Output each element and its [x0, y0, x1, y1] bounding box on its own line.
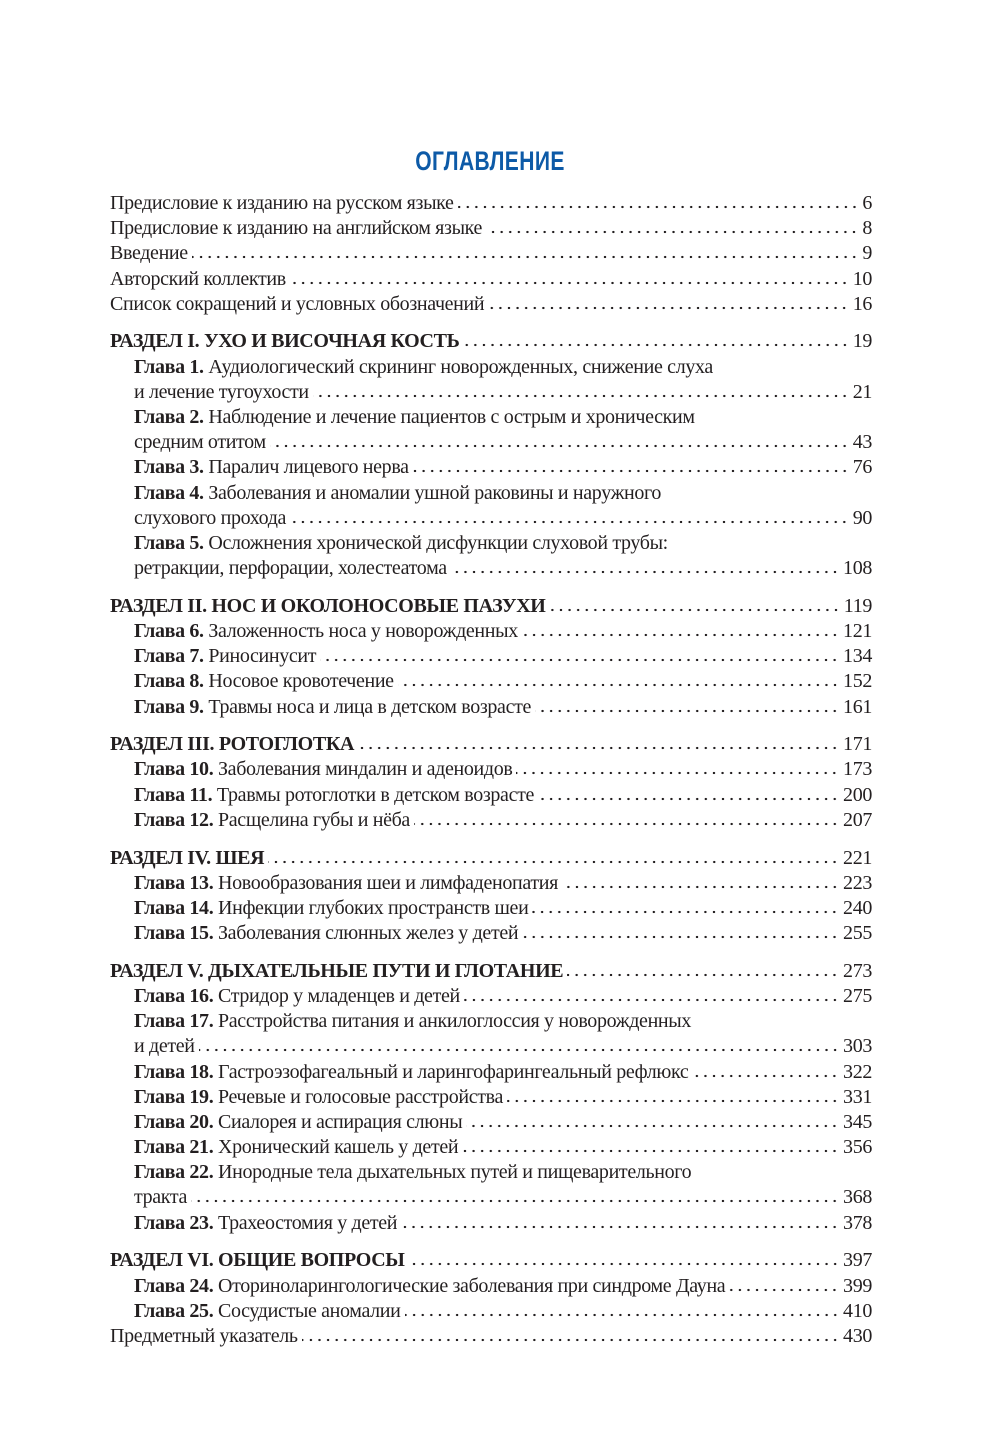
- chapter-name: Риносинусит: [208, 645, 317, 668]
- chapter-entry-continued[interactable]: [110, 380, 872, 405]
- dot-leader: [290, 520, 849, 524]
- page-number: 6: [862, 192, 872, 214]
- page-number: 273: [843, 959, 872, 982]
- page-number: 152: [843, 670, 872, 693]
- chapter-label: Глава 21.: [134, 1136, 214, 1159]
- section-title: РАЗДЕЛ I. УХО И ВИСОЧНАЯ КОСТЬ: [110, 330, 460, 353]
- dot-leader: [692, 1074, 839, 1078]
- page-number: 240: [843, 896, 872, 919]
- dot-leader: [358, 746, 839, 750]
- chapter-name: Новообразования шеи и лимфаденопатия: [218, 871, 558, 894]
- chapter-label: Глава 4.: [134, 481, 204, 504]
- dot-leader: [268, 860, 839, 864]
- page-number: 121: [843, 620, 872, 642]
- section-title: РАЗДЕЛ V. ДЫХАТЕЛЬНЫЕ ПУТИ И ГЛОТАНИЕ: [110, 959, 564, 982]
- chapter-title: [134, 984, 460, 1009]
- dot-leader: [507, 1099, 839, 1103]
- dot-leader: [398, 683, 839, 687]
- chapter-title: [134, 405, 695, 430]
- chapter-title-cont: средним отитом: [134, 431, 266, 454]
- chapter-title: [134, 1009, 691, 1034]
- chapter-entry[interactable]: [110, 1110, 872, 1135]
- page-number: 430: [843, 1324, 872, 1347]
- chapter-label: Глава 5.: [134, 531, 204, 554]
- chapter-name: Инфекции глубоких пространств шеи: [218, 896, 529, 919]
- page-number: 345: [843, 1110, 872, 1133]
- chapter-name: Расстройства питания и анкилоглоссия у новорожденных: [218, 1010, 692, 1033]
- dot-leader: [270, 444, 849, 448]
- chapter-entry[interactable]: [110, 1211, 872, 1236]
- page-number: 399: [843, 1274, 872, 1297]
- chapter-label: Глава 17.: [134, 1010, 214, 1033]
- chapter-title: [134, 1274, 725, 1299]
- chapter-name: Носовое кровотечение: [208, 670, 394, 693]
- chapter-label: Глава 18.: [134, 1060, 214, 1083]
- section-entry[interactable]: [110, 329, 872, 354]
- page-number: 303: [843, 1035, 872, 1058]
- page-number: 161: [843, 695, 872, 718]
- dot-leader: [486, 230, 858, 234]
- page-number: 10: [852, 267, 872, 290]
- chapter-label: Глава 11.: [134, 783, 213, 806]
- index-entry[interactable]: [110, 1324, 872, 1349]
- chapter-name: Трахеостомия у детей: [218, 1211, 398, 1234]
- chapter-name: Заболевания слюнных желез у детей: [218, 922, 519, 945]
- chapter-entry[interactable]: [110, 355, 872, 380]
- section-title: РАЗДЕЛ VI. ОБЩИЕ ВОПРОСЫ: [110, 1249, 405, 1272]
- page-number: 368: [843, 1186, 872, 1209]
- dot-leader: [562, 885, 839, 889]
- chapter-title-cont: слухового прохода: [134, 506, 287, 529]
- chapter-entry[interactable]: [110, 644, 872, 669]
- page-number: 255: [843, 922, 872, 945]
- chapter-title: [134, 1085, 503, 1110]
- dot-leader: [451, 570, 839, 574]
- chapter-title: [134, 644, 316, 669]
- page-number: 397: [843, 1249, 872, 1272]
- section-entry[interactable]: [110, 594, 872, 619]
- chapter-label: Глава 1.: [134, 355, 204, 378]
- section-entry[interactable]: [110, 959, 872, 984]
- dot-leader: [290, 281, 849, 285]
- page-number: 134: [843, 645, 872, 668]
- spacer: [110, 1236, 872, 1249]
- chapter-label: Глава 24.: [134, 1274, 214, 1297]
- dot-leader: [466, 1124, 839, 1128]
- chapter-entry-continued[interactable]: [110, 556, 872, 581]
- chapter-title: [134, 783, 534, 808]
- page-number: 9: [862, 242, 872, 265]
- dot-leader: [302, 1338, 839, 1342]
- entry-title: Предисловие к изданию на русском языке: [110, 192, 454, 214]
- chapter-name: Аудиологический скрининг новорожденных, снижение слуха: [208, 355, 713, 378]
- chapter-entry[interactable]: [110, 619, 872, 644]
- page-number: 410: [843, 1299, 872, 1322]
- section-entry[interactable]: [110, 846, 872, 871]
- page-number: 119: [843, 594, 872, 617]
- page-number: 200: [843, 783, 872, 806]
- chapter-title: [134, 1110, 462, 1135]
- chapter-title: [134, 871, 558, 896]
- section-title: РАЗДЕЛ II. НОС И ОКОЛОНОСОВЫЕ ПАЗУХИ: [110, 594, 546, 617]
- chapter-title-cont: и детей: [134, 1035, 195, 1058]
- dot-leader: [729, 1288, 839, 1292]
- toc-entry[interactable]: [110, 267, 872, 292]
- chapter-entry-continued[interactable]: [110, 1185, 872, 1210]
- chapter-name: Наблюдение и лечение пациентов с острым и хроническим: [208, 406, 695, 428]
- chapter-label: Глава 8.: [134, 670, 204, 693]
- page-number: 8: [862, 217, 872, 240]
- chapter-name: Хронический кашель у детей: [218, 1136, 459, 1159]
- dot-leader: [464, 998, 839, 1002]
- chapter-name: Травмы ротоглотки в детском возрасте: [216, 783, 535, 806]
- dot-leader: [192, 255, 859, 259]
- chapter-name: Оториноларингологические заболевания при синдроме Дауна: [218, 1274, 726, 1297]
- dot-leader: [320, 658, 839, 662]
- dot-leader: [413, 469, 849, 473]
- entry-title: Список сокращений и условных обозначений: [110, 292, 485, 315]
- entry-title: Авторский коллектив: [110, 267, 286, 290]
- section-title: РАЗДЕЛ IV. ШЕЯ: [110, 846, 265, 869]
- entry-title: Предметный указатель: [110, 1324, 298, 1347]
- chapter-name: Инородные тела дыхательных путей и пищеварительного: [218, 1161, 692, 1184]
- page-number: 207: [843, 808, 872, 831]
- chapter-entry[interactable]: [110, 1009, 872, 1034]
- chapter-name: Заболевания и аномалии ушной раковины и наружного: [208, 481, 662, 504]
- chapter-entry[interactable]: [110, 1085, 872, 1110]
- chapter-entry[interactable]: [110, 531, 872, 556]
- spacer: [110, 720, 872, 733]
- dot-leader: [458, 205, 859, 209]
- chapter-title-cont: тракта: [134, 1186, 188, 1209]
- page-number: 322: [843, 1060, 872, 1083]
- page-number: 19: [852, 330, 872, 353]
- toc-entry[interactable]: [110, 241, 872, 266]
- dot-leader: [462, 1149, 839, 1153]
- dot-leader: [550, 608, 840, 612]
- chapter-title-cont: ретракции, перфорации, холестеатома: [134, 557, 447, 580]
- chapter-name: Речевые и голосовые расстройства: [218, 1085, 503, 1108]
- page-number: 331: [843, 1085, 872, 1108]
- chapter-name: Паралич лицевого нерва: [208, 456, 409, 479]
- chapter-label: Глава 14.: [134, 896, 214, 919]
- dot-leader: [401, 1225, 839, 1229]
- page-number: 76: [852, 456, 872, 479]
- dot-leader: [522, 633, 839, 637]
- dot-leader: [538, 797, 839, 801]
- chapter-title: [134, 531, 668, 556]
- chapter-title: [134, 1299, 401, 1324]
- chapter-title: [134, 757, 512, 782]
- chapter-label: Глава 12.: [134, 808, 214, 831]
- page-number: 171: [843, 733, 872, 756]
- chapter-label: Глава 15.: [134, 922, 214, 945]
- page-number: 173: [843, 758, 872, 781]
- section-entry[interactable]: [110, 1248, 872, 1273]
- dot-leader: [405, 1313, 840, 1317]
- chapter-title: [134, 808, 410, 833]
- chapter-entry[interactable]: [110, 455, 872, 480]
- chapter-entry[interactable]: [110, 695, 872, 720]
- entry-title: Предисловие к изданию на английском языке: [110, 217, 483, 240]
- chapter-name: Осложнения хронической дисфункции слуховой трубы:: [208, 531, 668, 554]
- page-number: 43: [852, 431, 872, 454]
- page-number: 223: [843, 871, 872, 894]
- chapter-name: Расщелина губы и нёба: [218, 808, 410, 831]
- section-entry[interactable]: [110, 732, 872, 757]
- chapter-label: Глава 13.: [134, 871, 214, 894]
- page-number: 221: [843, 846, 872, 869]
- chapter-title: [134, 669, 394, 694]
- chapter-entry[interactable]: [110, 1274, 872, 1299]
- dot-leader: [532, 910, 839, 914]
- chapter-entry[interactable]: [110, 984, 872, 1009]
- dot-leader: [464, 343, 849, 347]
- page-number: 275: [843, 984, 872, 1007]
- chapter-label: Глава 7.: [134, 645, 204, 668]
- toc-entry[interactable]: [110, 292, 872, 317]
- dot-leader: [199, 1048, 839, 1052]
- chapter-entry[interactable]: [110, 808, 872, 833]
- chapter-entry[interactable]: [110, 757, 872, 782]
- chapter-label: Глава 23.: [134, 1211, 214, 1234]
- entry-title: Введение: [110, 242, 188, 265]
- chapter-title: [134, 1135, 458, 1160]
- chapter-entry-continued[interactable]: [110, 1034, 872, 1059]
- chapter-entry[interactable]: [110, 481, 872, 506]
- chapter-label: Глава 6.: [134, 620, 204, 642]
- page-number: 21: [852, 380, 872, 403]
- chapter-name: Сиалорея и аспирация слюны: [218, 1110, 463, 1133]
- chapter-name: Травмы носа и лица в детском возрасте: [208, 695, 532, 718]
- dot-leader: [535, 709, 839, 713]
- chapter-label: Глава 10.: [134, 758, 214, 781]
- chapter-name: Стридор у младенцев и детей: [218, 984, 460, 1007]
- chapter-title: [134, 619, 518, 644]
- page-number: 108: [843, 557, 872, 580]
- spacer: [110, 317, 872, 330]
- toc-entry[interactable]: [110, 216, 872, 241]
- toc-entry[interactable]: [110, 191, 872, 216]
- section-title: РАЗДЕЛ III. РОТОГЛОТКА: [110, 733, 355, 756]
- dot-leader: [191, 1199, 839, 1203]
- chapter-title-cont: и лечение тугоухости: [134, 380, 309, 403]
- chapter-title: [134, 695, 531, 720]
- chapter-title: [134, 481, 661, 506]
- chapter-entry[interactable]: [110, 1299, 872, 1324]
- chapter-name: Заложенность носа у новорожденных: [208, 620, 518, 642]
- spacer: [110, 833, 872, 846]
- chapter-entry[interactable]: [110, 783, 872, 808]
- dot-leader: [409, 1262, 839, 1266]
- page-number: 90: [852, 506, 872, 529]
- chapter-title: [134, 455, 409, 480]
- dot-leader: [313, 394, 849, 398]
- page-title: ОГЛАВЛЕНИЕ: [415, 146, 565, 176]
- page-number: 16: [852, 292, 872, 315]
- table-of-contents: [110, 191, 872, 1349]
- chapter-entry-continued[interactable]: [110, 506, 872, 531]
- chapter-entry-continued[interactable]: [110, 430, 872, 455]
- chapter-label: Глава 3.: [134, 456, 204, 479]
- spacer: [110, 581, 872, 594]
- spacer: [110, 946, 872, 959]
- chapter-name: Сосудистые аномалии: [218, 1299, 401, 1322]
- chapter-entry[interactable]: [110, 921, 872, 946]
- chapter-label: Глава 25.: [134, 1299, 214, 1322]
- chapter-entry[interactable]: [110, 896, 872, 921]
- chapter-label: Глава 19.: [134, 1085, 214, 1108]
- chapter-title: [134, 1160, 691, 1185]
- chapter-label: Глава 2.: [134, 406, 204, 428]
- chapter-label: Глава 9.: [134, 695, 204, 718]
- chapter-title: [134, 896, 528, 921]
- dot-leader: [414, 822, 839, 826]
- chapter-label: Глава 20.: [134, 1110, 214, 1133]
- chapter-name: Заболевания миндалин и аденоидов: [218, 758, 513, 781]
- chapter-title: [134, 1060, 688, 1085]
- chapter-name: Гастроэзофагеальный и ларингофарингеальный рефлюкс: [218, 1060, 689, 1083]
- chapter-entry[interactable]: [110, 1160, 872, 1185]
- chapter-entry[interactable]: [110, 871, 872, 896]
- chapter-entry[interactable]: [110, 1060, 872, 1085]
- chapter-title: [134, 1211, 397, 1236]
- dot-leader: [488, 306, 848, 310]
- dot-leader: [516, 771, 839, 775]
- dot-leader: [567, 973, 839, 977]
- chapter-title: [134, 921, 518, 946]
- page-number: 356: [843, 1136, 872, 1159]
- chapter-entry[interactable]: [110, 669, 872, 694]
- chapter-entry[interactable]: [110, 1135, 872, 1160]
- chapter-label: Глава 22.: [134, 1161, 214, 1184]
- chapter-entry[interactable]: [110, 405, 872, 430]
- page-number: 378: [843, 1211, 872, 1234]
- dot-leader: [522, 935, 839, 939]
- chapter-label: Глава 16.: [134, 984, 214, 1007]
- chapter-title: [134, 355, 713, 380]
